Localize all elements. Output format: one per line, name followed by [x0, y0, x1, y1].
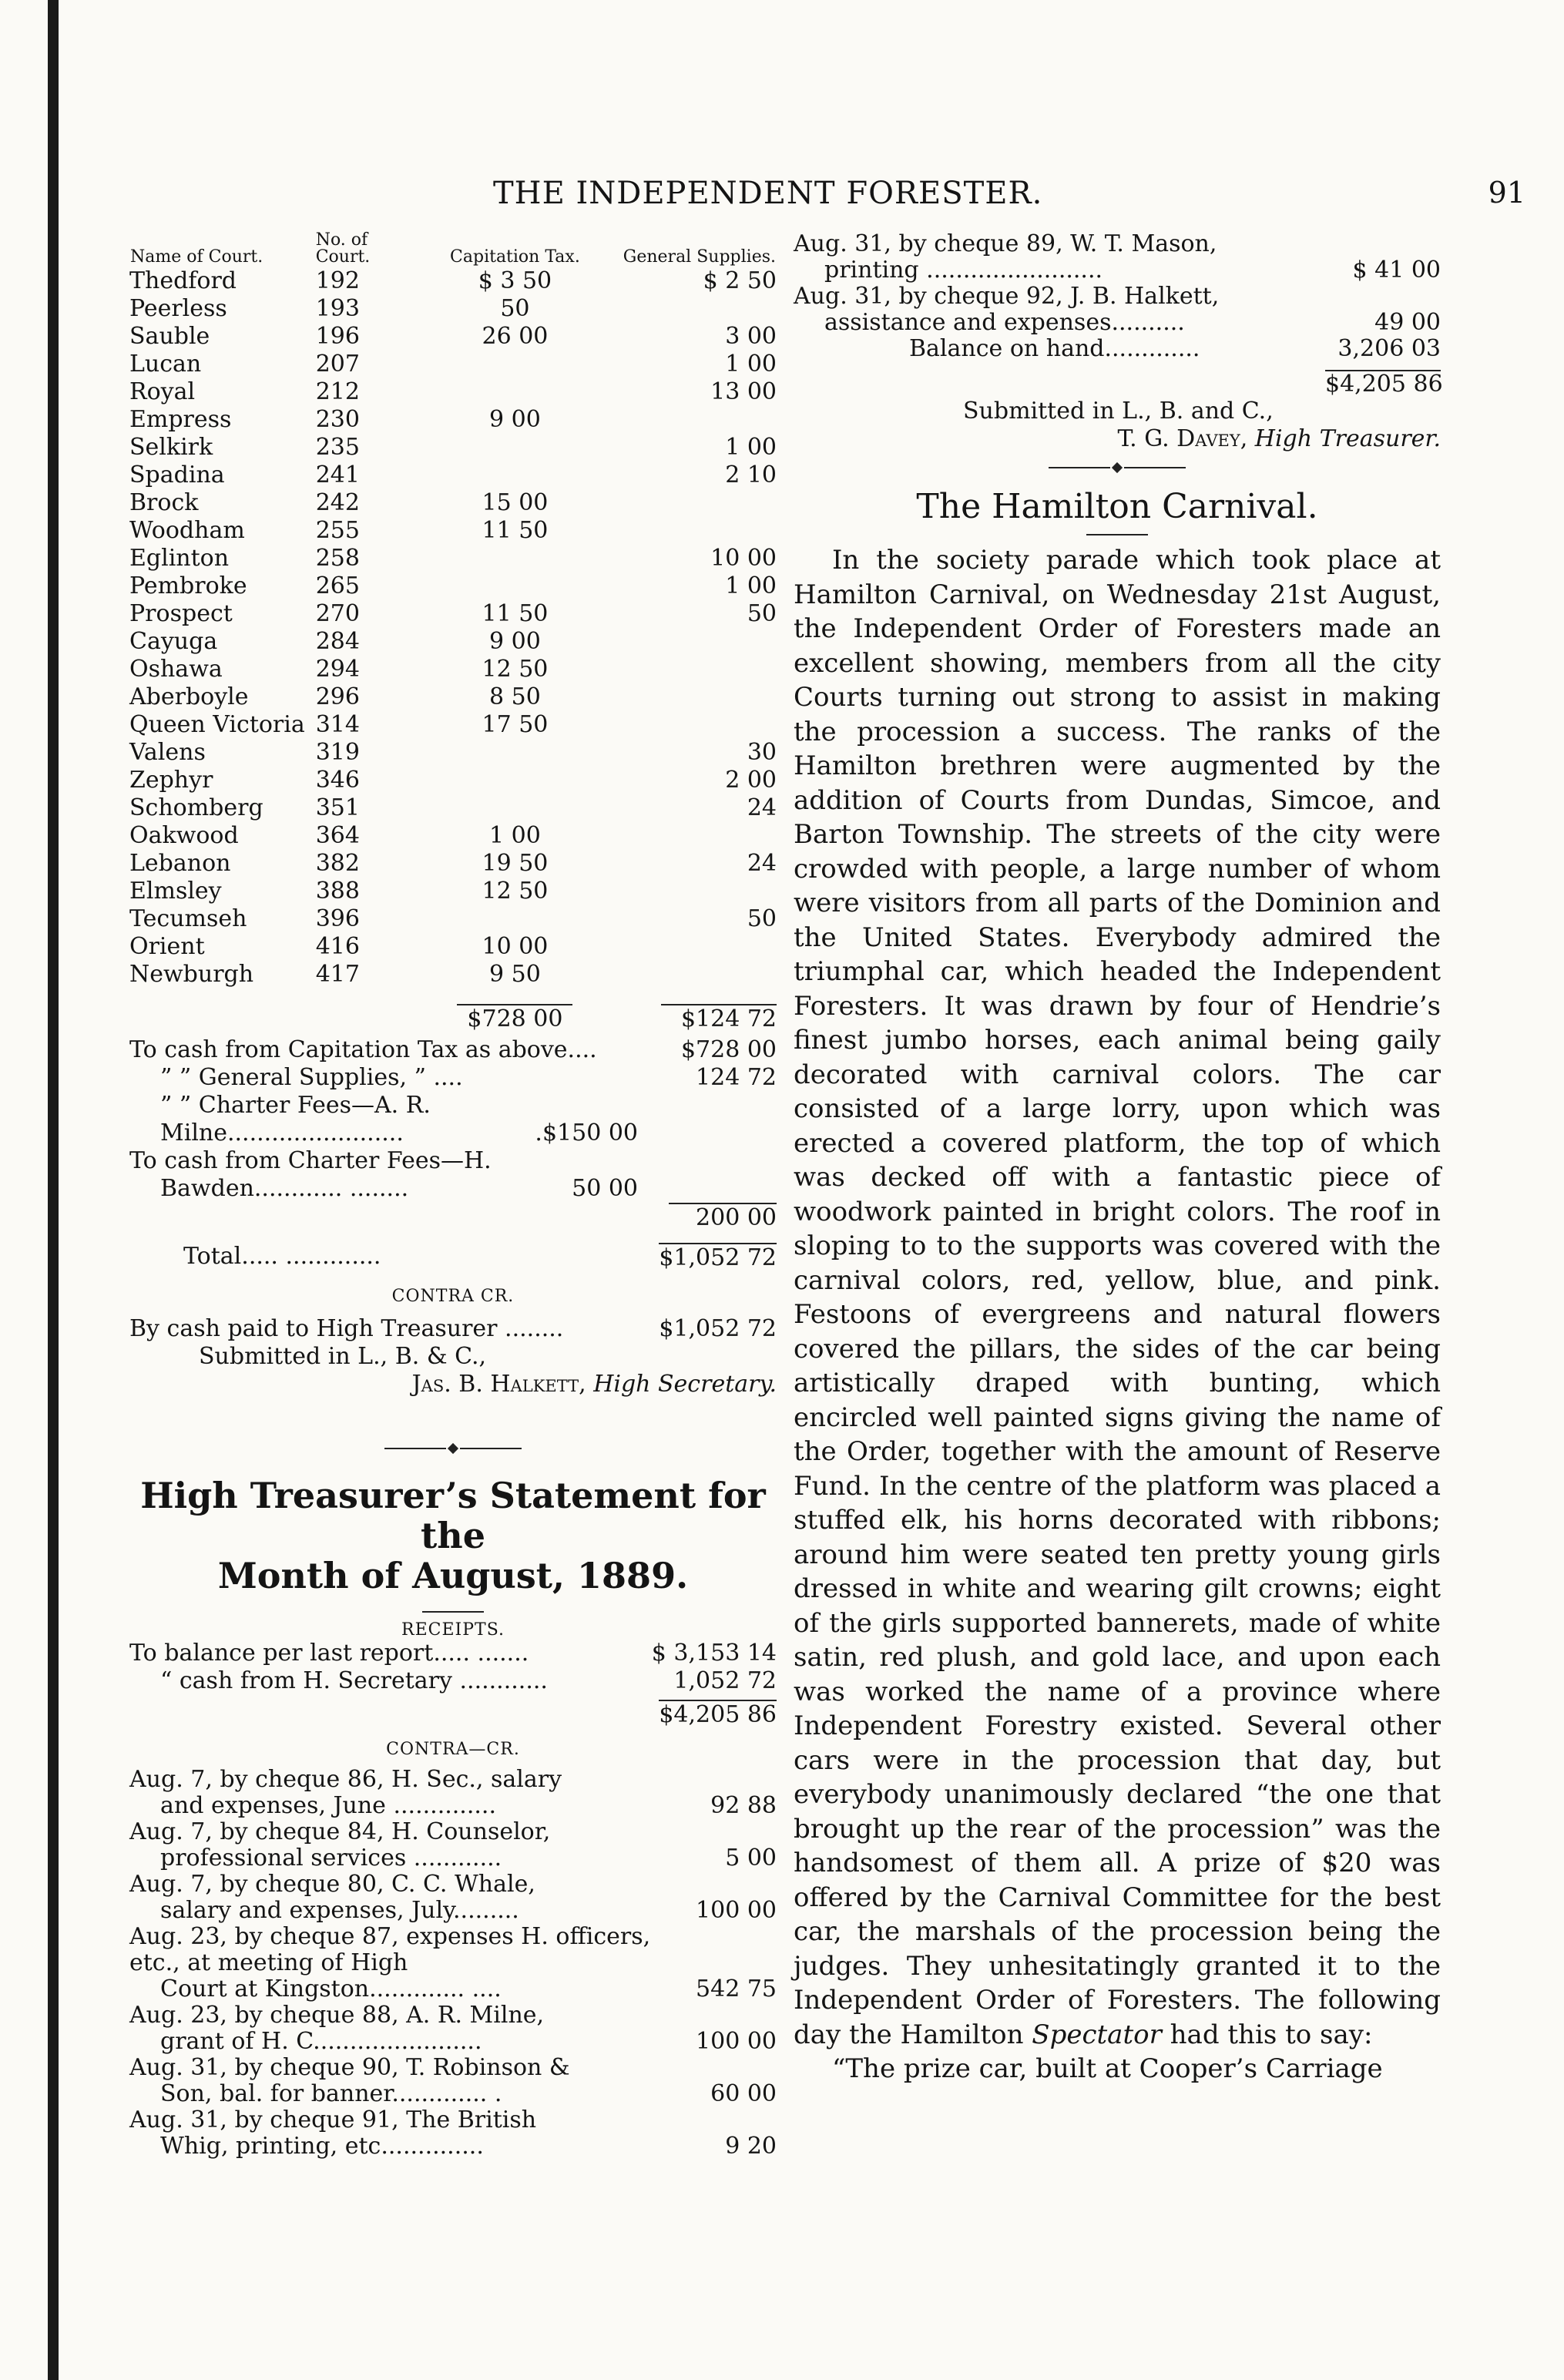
court-number: 351	[315, 794, 360, 821]
receipts-total: $4,205 86	[659, 1701, 777, 1728]
general-supplies	[602, 517, 777, 545]
expense-entry: Aug. 7, by cheque 84, H. Counselor, professional services ............ 5 00	[129, 1818, 777, 1871]
court-number: 417	[315, 961, 360, 988]
receipt-line: To balance per last report..... ....... $ 3,153 14	[129, 1640, 777, 1667]
capitation-tax: 19 50	[482, 850, 549, 877]
table-row	[129, 545, 777, 572]
capitation-tax	[428, 462, 602, 489]
general-supplies: 1 00	[725, 434, 777, 461]
courts-table-body	[129, 267, 777, 989]
capitation-tax	[428, 767, 602, 794]
table-row	[129, 489, 777, 517]
table-row	[129, 822, 777, 850]
court-name: Schomberg	[129, 794, 263, 821]
general-supplies	[602, 822, 777, 850]
table-row	[129, 295, 777, 323]
capitation-tax: 9 50	[489, 961, 541, 988]
capitation-tax	[428, 434, 602, 462]
table-row	[129, 767, 777, 794]
general-supplies	[602, 489, 777, 517]
court-name: Selkirk	[129, 434, 213, 461]
court-number: 396	[315, 905, 360, 932]
court-number: 235	[315, 434, 360, 461]
court-number: 416	[315, 933, 360, 960]
court-name: Peerless	[129, 295, 227, 322]
court-name: Aberboyle	[129, 683, 249, 710]
court-number: 314	[315, 711, 360, 738]
table-row	[129, 794, 777, 822]
table-row	[129, 572, 777, 600]
court-name: Elmsley	[129, 878, 222, 905]
table-row	[129, 351, 777, 378]
capitation-tax: 26 00	[482, 323, 549, 350]
court-number: 242	[315, 489, 360, 516]
court-number: 255	[315, 517, 360, 544]
capitation-tax: 17 50	[482, 711, 549, 738]
table-row	[129, 628, 777, 656]
capitation-tax: 8 50	[489, 683, 541, 710]
court-name: Pembroke	[129, 572, 247, 599]
cash-summary	[129, 1036, 777, 1398]
page-title: THE INDEPENDENT FORESTER.	[493, 176, 1043, 211]
court-number: 192	[315, 267, 360, 294]
general-supplies	[602, 961, 777, 989]
contra-heading: CONTRA CR.	[391, 1287, 515, 1306]
court-number: 265	[315, 572, 360, 599]
receipts-heading: RECEIPTS.	[401, 1620, 505, 1640]
capitation-tax: 12 50	[482, 656, 549, 683]
general-supplies	[602, 628, 777, 656]
table-row	[129, 850, 777, 878]
capitation-tax: 1 00	[489, 822, 541, 849]
table-row	[129, 683, 777, 711]
court-name: Woodham	[129, 517, 245, 544]
table-row	[129, 933, 777, 961]
entry-amount: 92 88	[710, 1792, 777, 1819]
capitation-total: $728 00	[457, 1004, 572, 1033]
cash-line: ” ” General Supplies, ” .... 124 72	[160, 1064, 777, 1091]
general-supplies	[602, 683, 777, 711]
court-name: Queen Victoria	[129, 711, 305, 738]
table-row	[129, 711, 777, 739]
section-ornament	[794, 464, 1441, 472]
general-supplies	[602, 711, 777, 739]
capitation-tax: 12 50	[482, 878, 549, 905]
court-number: 382	[315, 850, 360, 877]
table-row	[129, 462, 777, 489]
table-row	[129, 378, 777, 406]
capitation-tax	[428, 378, 602, 406]
table-row	[129, 406, 777, 434]
article-title: The Hamilton Carnival.	[916, 487, 1318, 526]
general-supplies: 24	[747, 850, 777, 877]
cash-line: To cash from Capitation Tax as above.... $728 00	[129, 1036, 777, 1063]
general-supplies	[602, 656, 777, 683]
court-number: 294	[315, 656, 360, 683]
court-name: Lebanon	[129, 850, 231, 877]
general-supplies: 50	[747, 905, 777, 932]
court-name: Thedford	[129, 267, 237, 294]
court-number: 241	[315, 462, 360, 488]
court-name: Royal	[129, 378, 196, 405]
court-name: Spadina	[129, 462, 225, 488]
capitation-tax: 10 00	[482, 933, 549, 960]
article-body	[794, 543, 1441, 2086]
general-supplies: 3 00	[725, 323, 777, 350]
court-name: Brock	[129, 489, 199, 516]
table-row	[129, 739, 777, 767]
cash-line: To cash from Charter Fees—H.	[129, 1147, 492, 1174]
expense-entries	[129, 1767, 777, 2160]
table-row	[129, 656, 777, 683]
general-supplies: 1 00	[725, 572, 777, 599]
general-supplies: 2 00	[725, 767, 777, 794]
expense-entry: Aug. 23, by cheque 88, A. R. Milne, grant of H. C....................... 100 00	[129, 2002, 777, 2055]
entry-amount: 9 20	[725, 2133, 777, 2160]
expense-entry: Aug. 31, by cheque 90, T. Robinson & Son, bal. for banner............. . 60 00	[129, 2054, 777, 2107]
courts-totals-row	[129, 989, 777, 1033]
table-row	[129, 323, 777, 351]
table-row	[129, 905, 777, 933]
capitation-tax: $ 3 50	[478, 267, 552, 294]
table-row	[129, 267, 777, 295]
expense-entry: Aug. 31, by cheque 91, The British Whig, printing, etc.............. 9 20	[129, 2106, 777, 2160]
general-supplies: 24	[747, 794, 777, 821]
capitation-tax: 50	[500, 295, 530, 322]
col-header-name: Name of Court.	[130, 247, 263, 267]
general-supplies	[602, 406, 777, 434]
court-number: 230	[315, 406, 360, 433]
entry-amount: 542 75	[696, 1976, 777, 2002]
general-supplies: $ 2 50	[703, 267, 777, 294]
table-row	[129, 600, 777, 628]
court-number: 207	[315, 351, 360, 378]
treasurer-total: $4,205 86	[1325, 371, 1443, 398]
court-number: 258	[315, 545, 360, 572]
right-column	[794, 231, 1441, 2086]
capitation-tax: 11 50	[482, 517, 549, 544]
entry-amount: 100 00	[696, 1897, 777, 1924]
expense-entry: Aug. 23, by cheque 87, expenses H. officers, etc., at meeting of High Court at Kingston............. .... 542 75	[129, 1923, 777, 2002]
courts-table-header	[129, 231, 777, 267]
general-supplies	[602, 933, 777, 961]
court-number: 270	[315, 600, 360, 627]
receipts-block	[129, 1640, 777, 1729]
court-number: 193	[315, 295, 360, 322]
section-ornament	[129, 1445, 777, 1452]
receipt-line: “ cash from H. Secretary ............ 1,052 72	[160, 1667, 777, 1694]
expense-entry: Aug. 31, by cheque 89, W. T. Mason, printing ........................ $ 41 00	[794, 230, 1441, 284]
left-column	[129, 231, 777, 2160]
court-number: 364	[315, 822, 360, 849]
court-number: 196	[315, 323, 360, 350]
general-supplies	[602, 295, 777, 323]
divider	[1086, 534, 1148, 535]
court-number: 284	[315, 628, 360, 655]
general-supplies: 10 00	[710, 545, 777, 572]
capitation-tax	[428, 351, 602, 378]
entry-amount: 5 00	[725, 1845, 777, 1871]
entry-amount: 60 00	[710, 2080, 777, 2107]
court-name: Prospect	[129, 600, 233, 627]
capitation-tax: 9 00	[489, 628, 541, 655]
submitted-line: Submitted in L., B. & C.,	[199, 1343, 487, 1370]
newspaper-name: Spectator	[1032, 2019, 1162, 2050]
court-name: Eglinton	[129, 545, 230, 572]
article-paragraph: In the society parade which took place at Hamilton Carnival, on Wednesday 21st August, the Independent Order of Foresters made an excellent showing, members from all the city Courts turning out strong to assist in making the procession a success. The ranks of the Hamilton brethren were augmented by the addition of Courts from Dundas, Simcoe, and Barton Township. The streets of the city were crowded with people, a large number of whom were visitors from all parts of the Dominion and the United States. Everybody admired the triumphal car, which headed the Independent Foresters. It was drawn by four of Hendrie’s finest jumbo horses, each animal being gaily decorated with carnival colors. The car consisted of a large lorry, upon which was erected a covered platform, the top of which was decked off with a fantastic piece of woodwork painted in bright colors. The roof in sloping to to the supports was covered with the carnival colors, red, yellow, blue, and pink. Festoons of evergreens and natural flowers covered the pillars, the sides of the car being artistically draped with bunting, which encircled well painted signs giving the name of the Order, together with the amount of Reserve Fund. In the centre of the platform was placed a stuffed elk, his horns decorated with ribbons; around him were seated ten pretty young girls dressed in white and wearing gilt crowns; eight of the girls supported bannerets, made of white satin, red plush, and gold lace, and upon each was worked the name of a province where Independent Forestry existed. Several other cars were in the procession that day, but everybody unanimously declared “the one that brought up the rear of the procession” was the handsomest of them all. A prize of $20 was offered by the Carnival Committee for the best car, the marshals of the procession being the judges. They unhesitatingly granted it to the Independent Order of Foresters. The following day the Hamilton Spectator had this to say:	[794, 545, 1441, 2050]
capitation-tax: 15 00	[482, 489, 549, 516]
capitation-tax	[428, 905, 602, 933]
court-name: Valens	[129, 739, 206, 766]
general-supplies: 50	[747, 600, 777, 627]
page-header	[92, 176, 1533, 222]
general-supplies: 30	[747, 739, 777, 766]
capitation-tax: 9 00	[489, 406, 541, 433]
cash-total: Total..... ............. $1,052 72	[183, 1243, 777, 1271]
court-number: 212	[315, 378, 360, 405]
court-name: Cayuga	[129, 628, 218, 655]
table-row	[129, 517, 777, 545]
court-number: 319	[315, 739, 360, 766]
general-supplies: 2 10	[725, 462, 777, 488]
entry-amount: 100 00	[696, 2028, 777, 2055]
cash-line: Milne........................ .$150 00	[160, 1120, 638, 1146]
submitted-line: Submitted in L., B. and C.,	[963, 398, 1274, 425]
treasurer-signature: T. G. Davey, High Treasurer.	[1117, 425, 1441, 452]
expense-entry: Aug. 7, by cheque 80, C. C. Whale, salary and expenses, July......... 100 00	[129, 1871, 777, 1924]
table-row	[129, 434, 777, 462]
court-name: Orient	[129, 933, 205, 960]
balance-line: Balance on hand............. 3,206 03	[909, 335, 1441, 362]
general-supplies	[602, 878, 777, 905]
col-header-capitation: Capitation Tax.	[450, 247, 580, 267]
table-row	[129, 878, 777, 905]
capitation-tax	[428, 739, 602, 767]
courts-table	[129, 231, 777, 1033]
paid-line: By cash paid to High Treasurer ........ $1,052 72	[129, 1315, 777, 1342]
col-header-number: No. of Court.	[315, 230, 371, 267]
capitation-tax	[428, 794, 602, 822]
cash-line: Bawden............ ........ 50 00	[160, 1175, 638, 1202]
article-paragraph: “The prize car, built at Cooper’s Carriage	[832, 2053, 1383, 2084]
court-name: Oshawa	[129, 656, 223, 683]
treasurer-statement-title: High Treasurer’s Statement for the Month of August, 1889.	[140, 1475, 766, 1596]
col-header-general: General Supplies.	[623, 247, 776, 267]
court-name: Zephyr	[129, 767, 213, 794]
court-name: Newburgh	[129, 961, 254, 988]
scan-edge-bar	[48, 0, 59, 2380]
expense-entry: Aug. 7, by cheque 86, H. Sec., salary and expenses, June .............. 92 88	[129, 1766, 777, 1819]
court-name: Tecumseh	[129, 905, 247, 932]
capitation-tax	[428, 572, 602, 600]
general-total: $124 72	[661, 1004, 777, 1033]
court-name: Oakwood	[129, 822, 239, 849]
cash-subtotal: 200 00	[129, 1203, 777, 1232]
court-name: Empress	[129, 406, 232, 433]
court-name: Sauble	[129, 323, 210, 350]
court-name: Lucan	[129, 351, 202, 378]
expense-entry: Aug. 31, by cheque 92, J. B. Halkett, assistance and expenses.......... 49 00	[794, 283, 1441, 336]
general-supplies: 1 00	[725, 351, 777, 378]
secretary-signature: Jas. B. Halkett, High Secretary.	[411, 1371, 777, 1398]
court-number: 296	[315, 683, 360, 710]
page-number: 91	[1488, 176, 1525, 210]
divider	[422, 1611, 484, 1613]
court-number: 346	[315, 767, 360, 794]
contra-heading: CONTRA—CR.	[386, 1740, 520, 1759]
cash-line: ” ” Charter Fees—A. R.	[160, 1092, 431, 1119]
capitation-tax: 11 50	[482, 600, 549, 627]
court-number: 388	[315, 878, 360, 905]
table-row	[129, 961, 777, 989]
capitation-tax	[428, 545, 602, 572]
general-supplies: 13 00	[710, 378, 777, 405]
